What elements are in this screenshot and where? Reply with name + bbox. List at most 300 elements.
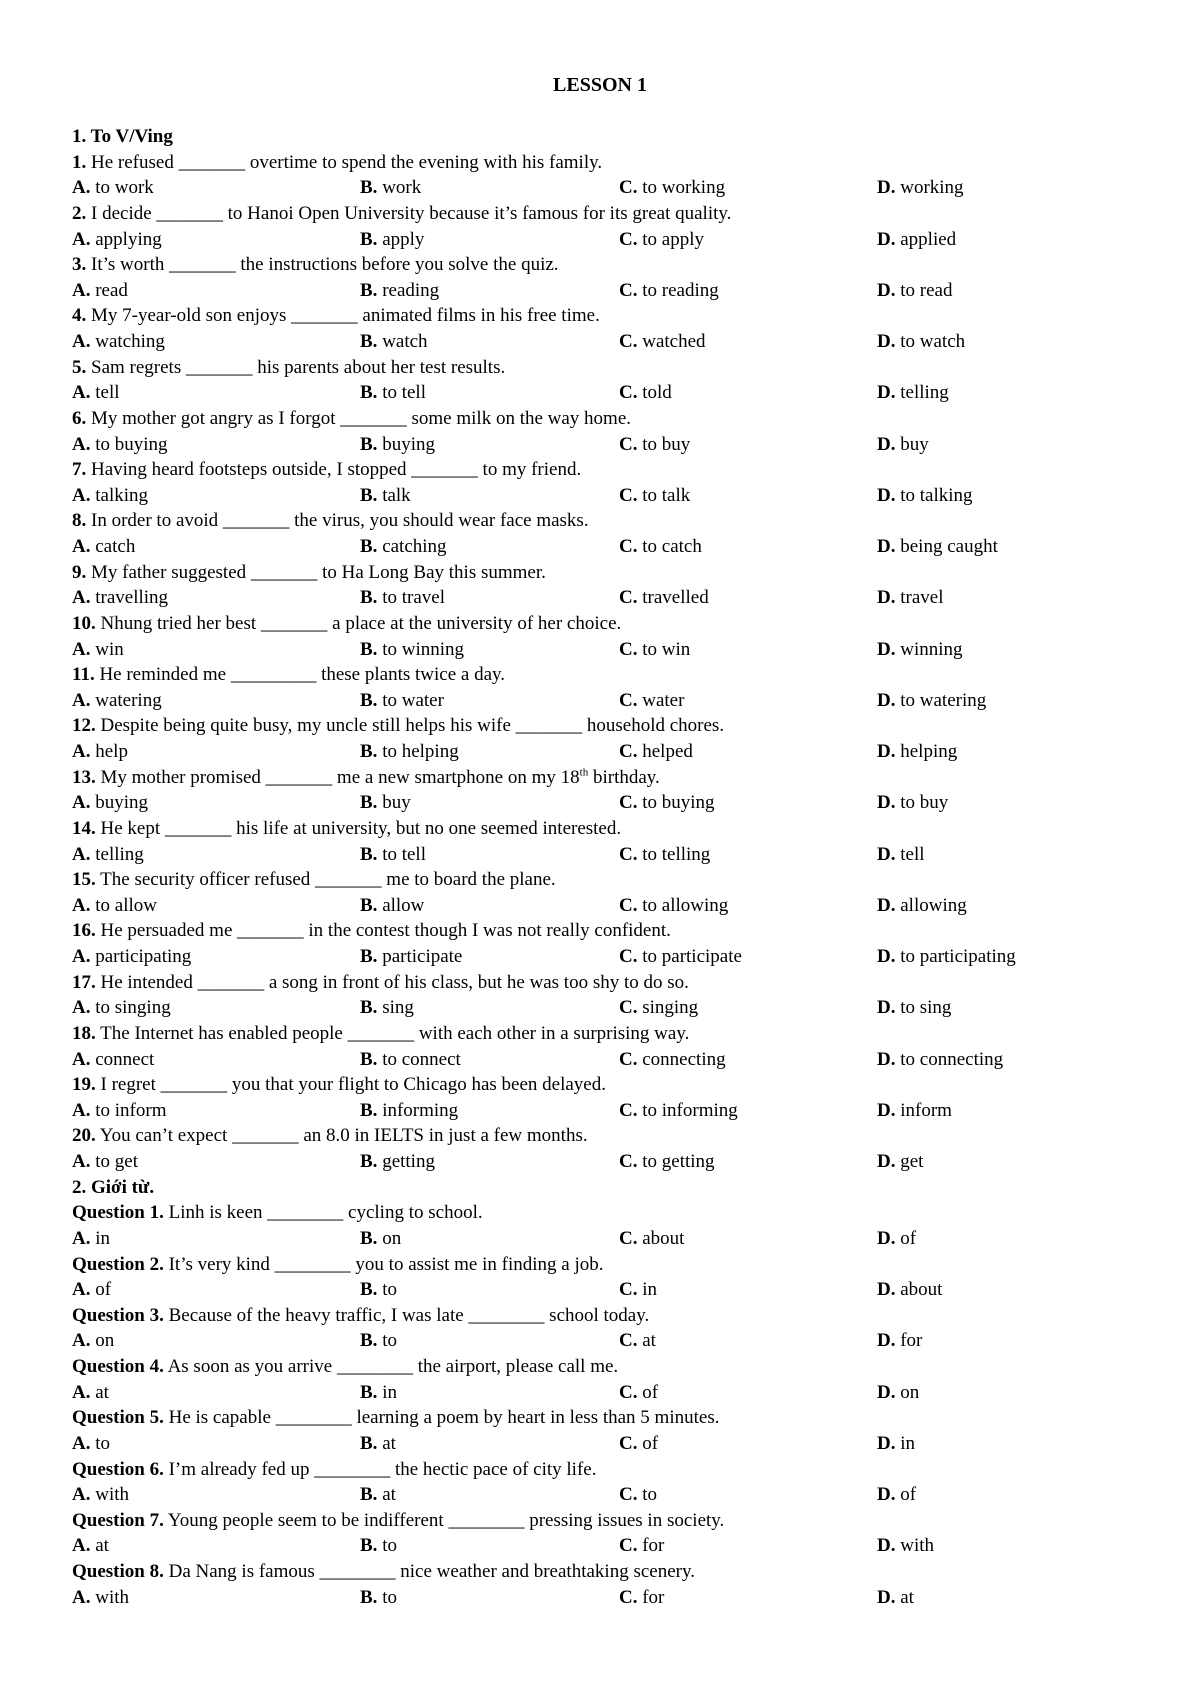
answer-option-d: [877, 637, 963, 663]
option-letter: A.: [72, 536, 91, 557]
question-number: Question 1.: [72, 1202, 164, 1224]
answer-option-c: [619, 1277, 657, 1303]
question-text: My father suggested _______ to Ha Long Bay this summer.: [91, 561, 546, 583]
answer-option-a: [72, 944, 191, 970]
question-text-end: birthday.: [588, 766, 660, 788]
option-letter: A.: [72, 1381, 91, 1403]
option-letter: B.: [360, 1099, 378, 1121]
option-letter: A.: [72, 382, 91, 404]
option-letter: C.: [619, 484, 638, 506]
option-letter: D.: [877, 1432, 896, 1454]
option-letter: A.: [72, 1227, 91, 1249]
option-letter: A.: [72, 228, 91, 250]
option-letter: A.: [72, 587, 91, 609]
option-text: at: [95, 1535, 109, 1557]
option-text: telling: [900, 382, 949, 404]
option-text: singing: [642, 997, 699, 1019]
option-letter: D.: [877, 1279, 896, 1301]
answer-option-c: [619, 893, 728, 919]
question-stem: [72, 1405, 1132, 1431]
question-stem: [72, 560, 1132, 586]
answer-option-a: [72, 227, 162, 253]
answer-option-c: [619, 739, 693, 765]
answer-option-a: [72, 1277, 111, 1303]
answer-option-d: [877, 1482, 916, 1508]
option-letter: D.: [877, 1330, 896, 1352]
option-text: apply: [382, 228, 425, 250]
question-number: 14.: [72, 817, 96, 839]
question-stem: [72, 355, 1132, 381]
answer-option-d: [877, 1533, 934, 1559]
option-letter: B.: [360, 843, 378, 865]
option-text: of: [95, 1279, 112, 1301]
option-letter: D.: [877, 1048, 896, 1070]
page-title: LESSON 1: [553, 74, 647, 96]
answer-options-row: [72, 1277, 1132, 1303]
answer-options-row: [72, 1431, 1132, 1457]
question-stem: [72, 1508, 1132, 1534]
option-text: to buying: [642, 792, 715, 814]
answer-option-b: [360, 1328, 397, 1354]
question-stem: [72, 201, 1132, 227]
option-letter: B.: [360, 279, 378, 301]
answer-option-c: [619, 1533, 664, 1559]
option-text: to participating: [900, 946, 1016, 967]
answer-option-a: [72, 175, 154, 201]
option-letter: B.: [360, 433, 378, 455]
option-text: for: [642, 1535, 665, 1557]
option-text: winning: [900, 638, 963, 660]
option-text: to: [382, 1279, 397, 1301]
answer-option-b: [360, 1533, 397, 1559]
answer-option-c: [619, 637, 690, 663]
option-text: in: [95, 1227, 111, 1249]
option-text: to catch: [642, 536, 702, 557]
option-text: to helping: [382, 741, 459, 762]
option-letter: D.: [877, 1227, 896, 1249]
option-letter: A.: [72, 279, 91, 301]
option-letter: C.: [619, 177, 638, 199]
option-letter: A.: [72, 1432, 91, 1454]
option-letter: D.: [877, 894, 896, 916]
answer-option-a: [72, 1226, 110, 1252]
question-stem: [72, 867, 1132, 893]
option-letter: B.: [360, 689, 378, 711]
answer-options-row: [72, 329, 1132, 355]
answer-option-d: [877, 944, 1016, 970]
option-letter: D.: [877, 536, 896, 557]
option-text: at: [382, 1432, 396, 1454]
question-number: 20.: [72, 1125, 96, 1147]
option-text: to water: [382, 689, 444, 711]
option-letter: B.: [360, 741, 378, 762]
answer-option-c: [619, 1047, 726, 1073]
answer-options-row: [72, 637, 1132, 663]
option-text: to informing: [642, 1099, 738, 1121]
option-letter: C.: [619, 894, 638, 916]
question-text: Sam regrets _______ his parents about her test results.: [91, 356, 506, 378]
option-text: for: [900, 1330, 923, 1352]
question-number: Question 6.: [72, 1458, 164, 1480]
answer-option-c: [619, 175, 725, 201]
question-number: 2.: [72, 202, 87, 224]
option-letter: D.: [877, 1535, 896, 1557]
option-text: to singing: [95, 997, 171, 1019]
answer-option-d: [877, 380, 949, 406]
answer-option-b: [360, 944, 462, 970]
answer-option-d: [877, 688, 986, 714]
option-letter: C.: [619, 843, 638, 865]
answer-options-row: [72, 1585, 1132, 1611]
option-letter: C.: [619, 587, 638, 609]
option-letter: A.: [72, 1535, 91, 1557]
answer-option-b: [360, 329, 428, 355]
option-text: talking: [95, 484, 149, 506]
option-text: on: [900, 1381, 920, 1403]
option-letter: A.: [72, 894, 91, 916]
option-letter: D.: [877, 433, 896, 455]
option-letter: C.: [619, 1381, 638, 1403]
option-text: travelling: [95, 587, 169, 609]
answer-option-b: [360, 380, 426, 406]
answer-option-d: [877, 1328, 922, 1354]
question-text: Linh is keen ________ cycling to school.: [168, 1202, 483, 1224]
question-stem: [72, 1123, 1132, 1149]
answer-option-b: [360, 432, 435, 458]
answer-option-d: [877, 1149, 923, 1175]
option-text: buying: [95, 792, 149, 814]
option-letter: D.: [877, 689, 896, 711]
option-text: catch: [95, 536, 136, 557]
option-text: with: [95, 1586, 130, 1608]
answer-option-d: [877, 1226, 916, 1252]
option-letter: B.: [360, 894, 378, 916]
option-letter: D.: [877, 946, 896, 967]
option-text: watching: [95, 331, 165, 352]
answer-options-row: [72, 1047, 1132, 1073]
answer-option-b: [360, 995, 414, 1021]
option-letter: B.: [360, 1279, 378, 1301]
question-text: My mother promised _______ me a new smartphone on my 18: [100, 766, 580, 788]
option-letter: A.: [72, 484, 91, 506]
option-letter: C.: [619, 382, 638, 404]
question-stem: [72, 406, 1132, 432]
question-stem: [72, 150, 1132, 176]
question-text: My mother got angry as I forgot _______ some milk on the way home.: [91, 407, 632, 429]
answer-option-a: [72, 637, 124, 663]
option-text: connect: [95, 1048, 155, 1070]
option-letter: C.: [619, 331, 638, 352]
option-text: buy: [382, 792, 411, 814]
question-text: In order to avoid _______ the virus, you should wear face masks.: [91, 510, 589, 532]
question-number: 10.: [72, 612, 96, 634]
option-text: to participate: [642, 946, 742, 967]
option-text: to: [382, 1535, 397, 1557]
option-letter: B.: [360, 484, 378, 506]
option-text: talk: [382, 484, 411, 506]
answer-options-row: [72, 483, 1132, 509]
option-text: telling: [95, 843, 144, 865]
option-text: inform: [900, 1099, 952, 1121]
answer-option-b: [360, 1431, 396, 1457]
option-letter: B.: [360, 1151, 378, 1172]
question-number: 1.: [72, 151, 87, 173]
option-text: allow: [382, 894, 425, 916]
option-letter: B.: [360, 536, 378, 557]
question-number: 8.: [72, 510, 87, 532]
answer-option-a: [72, 534, 135, 560]
option-text: at: [382, 1484, 396, 1506]
question-stem: [72, 457, 1132, 483]
option-letter: A.: [72, 689, 91, 711]
answer-option-b: [360, 227, 424, 253]
answer-option-b: [360, 688, 444, 714]
question-text: I’m already fed up ________ the hectic pace of city life.: [168, 1458, 597, 1480]
question-number: 16.: [72, 920, 96, 942]
option-letter: D.: [877, 1381, 896, 1403]
option-letter: C.: [619, 1048, 638, 1070]
option-letter: B.: [360, 1330, 378, 1352]
answer-option-a: [72, 585, 168, 611]
answer-option-b: [360, 1380, 397, 1406]
option-letter: B.: [360, 1227, 378, 1249]
option-text: of: [900, 1227, 917, 1249]
question-stem: [72, 1559, 1132, 1585]
question-text: He persuaded me _______ in the contest though I was not really confident.: [100, 920, 671, 942]
question-number: 13.: [72, 766, 96, 788]
option-text: to talk: [642, 484, 691, 506]
option-letter: C.: [619, 1279, 638, 1301]
answer-option-b: [360, 585, 445, 611]
option-letter: D.: [877, 1099, 896, 1121]
option-text: to get: [95, 1151, 138, 1172]
question-stem: [72, 1303, 1132, 1329]
question-stem: [72, 1072, 1132, 1098]
answer-options-row: [72, 1098, 1132, 1124]
option-text: to tell: [382, 843, 426, 865]
option-letter: C.: [619, 1330, 638, 1352]
option-letter: A.: [72, 741, 91, 762]
option-letter: A.: [72, 433, 91, 455]
option-text: about: [642, 1227, 685, 1249]
option-letter: B.: [360, 1586, 378, 1608]
option-text: reading: [382, 279, 440, 301]
option-text: in: [642, 1279, 658, 1301]
option-text: tell: [900, 843, 925, 865]
option-letter: C.: [619, 1484, 638, 1506]
question-number: Question 8.: [72, 1561, 164, 1582]
option-letter: B.: [360, 638, 378, 660]
question-stem: [72, 1354, 1132, 1380]
question-text: It’s very kind ________ you to assist me in finding a job.: [168, 1253, 604, 1275]
option-text: told: [642, 382, 672, 404]
question-number: Question 7.: [72, 1509, 164, 1531]
answer-option-c: [619, 944, 742, 970]
option-text: applied: [900, 228, 957, 250]
answer-option-d: [877, 790, 948, 816]
answer-option-d: [877, 278, 952, 304]
option-letter: A.: [72, 997, 91, 1019]
option-letter: C.: [619, 638, 638, 660]
option-letter: B.: [360, 228, 378, 250]
option-text: watch: [382, 331, 428, 352]
answer-options-row: [72, 1482, 1132, 1508]
answer-options-row: [72, 790, 1132, 816]
option-text: to inform: [95, 1099, 167, 1121]
question-text: He reminded me _________ these plants twice a day.: [99, 664, 506, 686]
option-letter: B.: [360, 1048, 378, 1070]
answer-option-a: [72, 278, 128, 304]
option-letter: C.: [619, 1227, 638, 1249]
answer-option-c: [619, 585, 709, 611]
answer-option-b: [360, 1149, 435, 1175]
answer-options-row: [72, 380, 1132, 406]
question-number: 18.: [72, 1022, 96, 1044]
answer-option-c: [619, 1098, 738, 1124]
answer-option-c: [619, 842, 710, 868]
option-text: to work: [95, 177, 154, 199]
option-text: to getting: [642, 1151, 715, 1172]
option-text: at: [95, 1381, 109, 1403]
question-text: It’s worth _______ the instructions before you solve the quiz.: [91, 254, 559, 276]
option-letter: D.: [877, 741, 896, 762]
option-text: informing: [382, 1099, 459, 1121]
answer-option-a: [72, 739, 128, 765]
answer-option-c: [619, 1328, 656, 1354]
option-letter: C.: [619, 228, 638, 250]
question-number: 17.: [72, 971, 96, 993]
question-stem: [72, 765, 1132, 791]
option-text: travelled: [642, 587, 709, 609]
option-letter: C.: [619, 279, 638, 301]
question-number: Question 3.: [72, 1304, 164, 1326]
option-text: to talking: [900, 484, 973, 506]
answer-option-c: [619, 534, 702, 560]
option-text: buying: [382, 433, 435, 455]
answer-option-b: [360, 175, 421, 201]
question-text: You can’t expect _______ an 8.0 in IELTS in just a few months.: [99, 1125, 588, 1147]
answer-option-c: [619, 1482, 657, 1508]
option-text: sing: [382, 997, 414, 1019]
answer-option-b: [360, 278, 439, 304]
option-letter: D.: [877, 331, 896, 352]
option-text: tell: [95, 382, 120, 404]
question-text: He is capable ________ learning a poem by heart in less than 5 minutes.: [168, 1407, 720, 1429]
answer-options-row: [72, 175, 1132, 201]
option-text: on: [382, 1227, 402, 1249]
option-letter: C.: [619, 792, 638, 814]
question-stem: [72, 1200, 1132, 1226]
answer-option-b: [360, 534, 447, 560]
answer-options-row: [72, 739, 1132, 765]
question-text: The Internet has enabled people _______ with each other in a surprising way.: [100, 1022, 690, 1044]
option-letter: C.: [619, 1586, 638, 1608]
answer-options-row: [72, 432, 1132, 458]
option-text: to win: [642, 638, 691, 660]
question-number: 12.: [72, 715, 96, 737]
answer-options-row: [72, 1149, 1132, 1175]
answer-option-a: [72, 1482, 129, 1508]
option-text: applying: [95, 228, 162, 250]
answer-options-row: [72, 1380, 1132, 1406]
option-letter: B.: [360, 177, 378, 199]
option-text: to buy: [900, 792, 949, 814]
answer-options-row: [72, 585, 1132, 611]
option-letter: B.: [360, 587, 378, 609]
option-text: water: [642, 689, 685, 711]
question-number: 11.: [72, 664, 95, 686]
answer-option-a: [72, 329, 165, 355]
option-text: to watch: [900, 331, 966, 352]
section-heading: 2. Giới từ.: [72, 1176, 155, 1198]
answer-option-c: [619, 483, 690, 509]
answer-option-a: [72, 790, 148, 816]
option-letter: D.: [877, 177, 896, 199]
option-letter: B.: [360, 946, 378, 967]
option-letter: A.: [72, 1048, 91, 1070]
question-number: 4.: [72, 305, 87, 327]
option-letter: C.: [619, 1432, 638, 1454]
option-text: at: [900, 1586, 914, 1608]
answer-option-a: [72, 1431, 110, 1457]
option-letter: D.: [877, 1151, 896, 1172]
option-text: to travel: [382, 587, 445, 609]
question-stem: [72, 1252, 1132, 1278]
answer-option-d: [877, 1585, 914, 1611]
option-letter: B.: [360, 1535, 378, 1557]
question-number: 3.: [72, 254, 87, 276]
option-text: buy: [900, 433, 929, 455]
question-text: The security officer refused _______ me to board the plane.: [100, 869, 556, 891]
question-stem: [72, 970, 1132, 996]
option-letter: D.: [877, 792, 896, 814]
answer-option-a: [72, 380, 120, 406]
option-letter: C.: [619, 946, 638, 967]
option-letter: A.: [72, 1586, 91, 1608]
answer-options-row: [72, 944, 1132, 970]
option-letter: A.: [72, 1279, 91, 1301]
option-letter: D.: [877, 228, 896, 250]
question-stem: [72, 816, 1132, 842]
question-text: Because of the heavy traffic, I was late ________ school today.: [168, 1304, 650, 1326]
question-text: I decide _______ to Hanoi Open University because it’s famous for its great quality.: [91, 202, 732, 224]
question-text: As soon as you arrive ________ the airport, please call me.: [167, 1356, 619, 1377]
question-number: Question 2.: [72, 1253, 164, 1275]
option-text: participating: [95, 946, 192, 967]
question-stem: [72, 1457, 1132, 1483]
answer-option-c: [619, 329, 706, 355]
option-letter: B.: [360, 382, 378, 404]
answer-option-d: [877, 175, 964, 201]
answer-option-d: [877, 483, 973, 509]
option-letter: D.: [877, 638, 896, 660]
option-text: being caught: [900, 536, 998, 557]
option-text: to allow: [95, 894, 157, 916]
question-text: He intended _______ a song in front of his class, but he was too shy to do so.: [100, 971, 689, 993]
option-text: work: [382, 177, 422, 199]
option-text: helping: [900, 741, 958, 762]
option-letter: C.: [619, 741, 638, 762]
answer-option-c: [619, 227, 704, 253]
option-text: catching: [382, 536, 447, 557]
option-text: to read: [900, 279, 953, 301]
answer-option-a: [72, 483, 148, 509]
option-text: with: [900, 1535, 935, 1557]
option-letter: A.: [72, 1484, 91, 1506]
answer-option-c: [619, 1226, 684, 1252]
option-letter: B.: [360, 1381, 378, 1403]
answer-option-a: [72, 1533, 109, 1559]
